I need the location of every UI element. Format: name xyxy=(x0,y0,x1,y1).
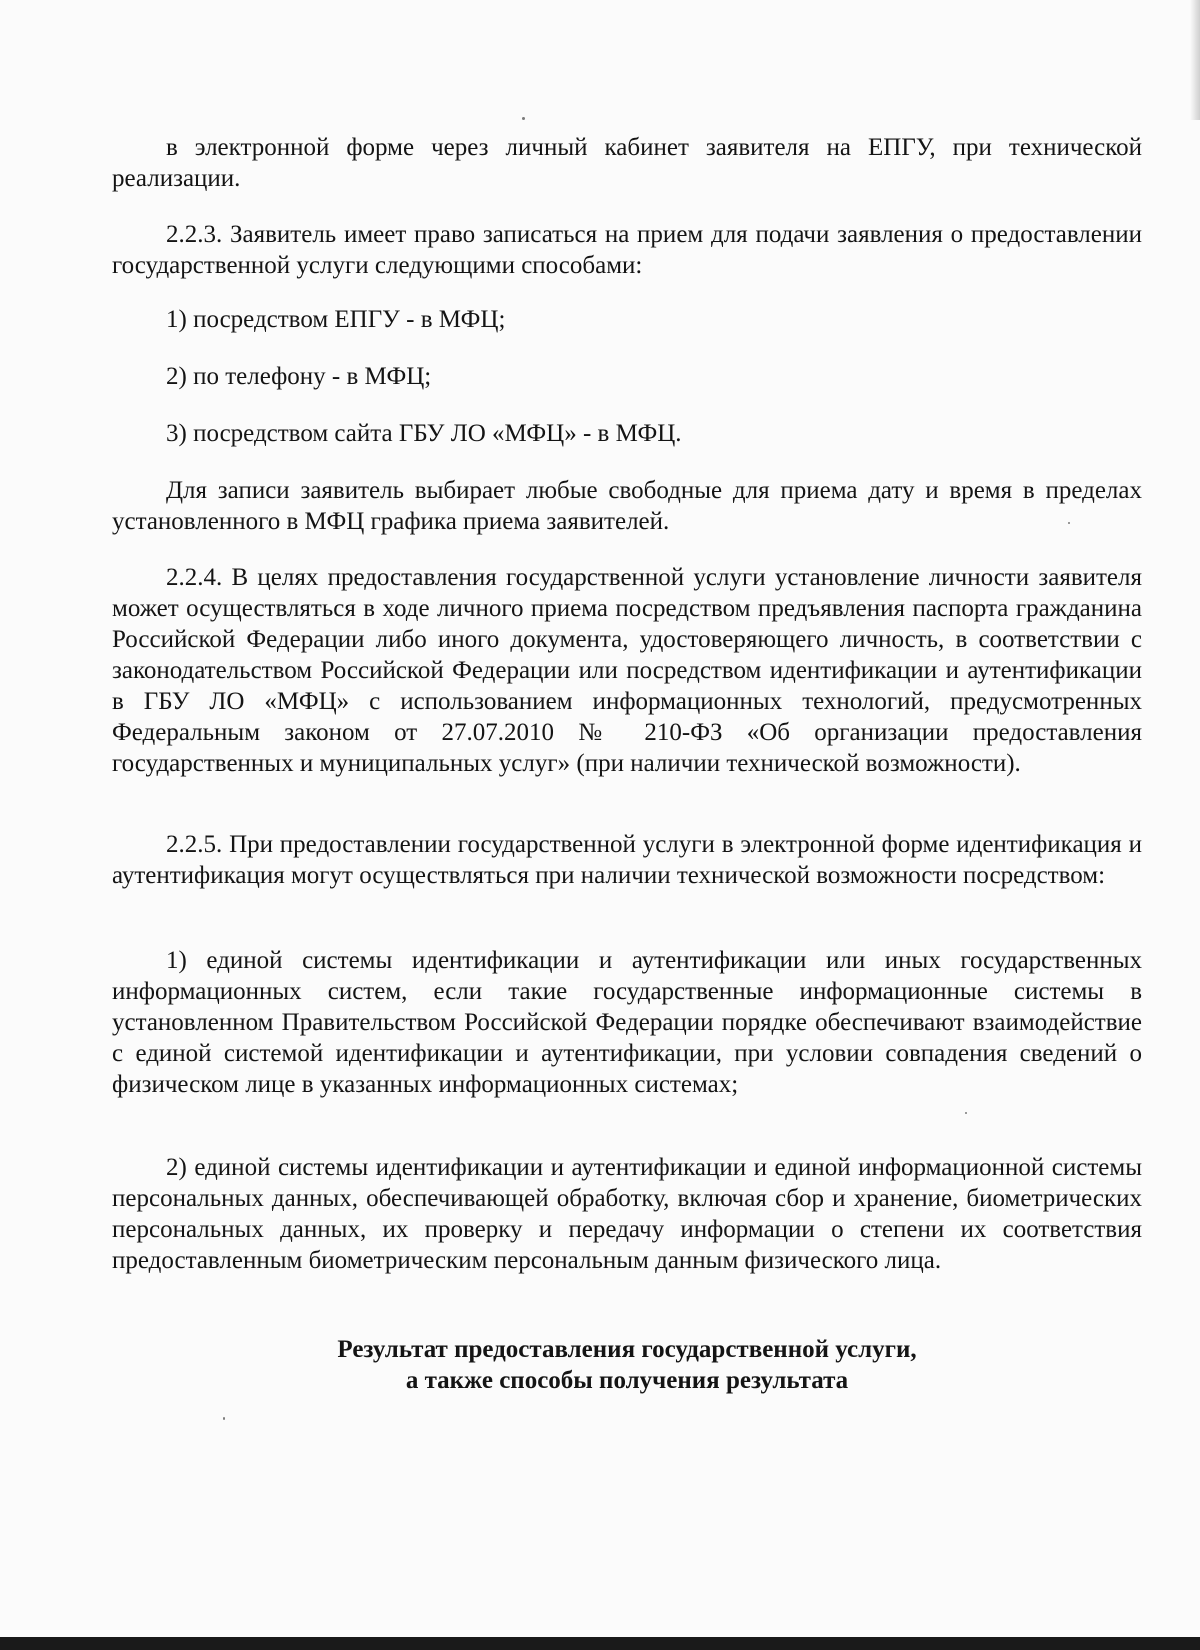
paragraph-2-2-5: 2.2.5. При предоставлении государственной услуги в электронной форме идентификация и аутентификация могут осуществляться при наличии технической возможности посредством: xyxy=(112,831,1142,889)
scan-speck xyxy=(522,117,525,120)
paragraph-2-2-4: 2.2.4. В целях предоставления государственной услуги установление личности заявителя может осуществляться в ходе личного приема посредством предъявления паспорта гражданина Российской Федерации либо иного документа, удостоверяющего личность, в соответствии с законодательством Российской Федерации или посредством идентификации и аутентификации в ГБУ ЛО «МФЦ» с использованием информационных технологий, предусмотренных Федеральным законом от 27.07.2010 № 210-ФЗ «Об организации предоставления государственных и муниципальных услуг» (при наличии технической возможности). xyxy=(112,564,1142,777)
scan-speck xyxy=(1068,522,1070,524)
section-heading-line-1: Результат предоставления государственной услуги, xyxy=(337,1336,917,1363)
scan-bottom-edge xyxy=(0,1637,1200,1650)
list-item-biometric: 2) единой системы идентификации и аутентификации и единой информационной системы персональных данных, обеспечивающей обработку, включая сбор и хранение, биометрических персональных данных, их проверку и передачу информации о степени их соответствия предоставленным биометрическим персональным данным физического лица. xyxy=(112,1154,1142,1274)
section-heading xyxy=(112,1334,1142,1396)
paragraph-continuation: в электронной форме через личный кабинет заявителя на ЕПГУ, при технической реализации. xyxy=(112,134,1142,192)
list-item-3: 3) посредством сайта ГБУ ЛО «МФЦ» - в МФЦ. xyxy=(166,420,682,447)
scan-speck xyxy=(223,1417,225,1420)
scan-edge-shadow xyxy=(1190,0,1200,120)
section-heading-line-2: а также способы получения результата xyxy=(405,1367,849,1394)
list-item-1: 1) посредством ЕПГУ - в МФЦ; xyxy=(166,306,506,333)
paragraph-2-2-3: 2.2.3. Заявитель имеет право записаться на прием для подачи заявления о предоставлении государственной услуги следующими способами: xyxy=(112,221,1142,279)
scan-speck xyxy=(965,1112,967,1114)
list-item-2: 2) по телефону - в МФЦ; xyxy=(166,363,432,390)
list-item-esia: 1) единой системы идентификации и аутентификации или иных государственных информационных систем, если такие государственные информационные системы в установленном Правительством Российской Федерации порядке обеспечивают взаимодействие с единой системой идентификации и аутентификации, при условии совпадения сведений о физическом лице в указанных информационных системах; xyxy=(112,947,1142,1098)
paragraph-appointment: Для записи заявитель выбирает любые свободные для приема дату и время в пределах установленного в МФЦ графика приема заявителей. xyxy=(112,477,1142,535)
